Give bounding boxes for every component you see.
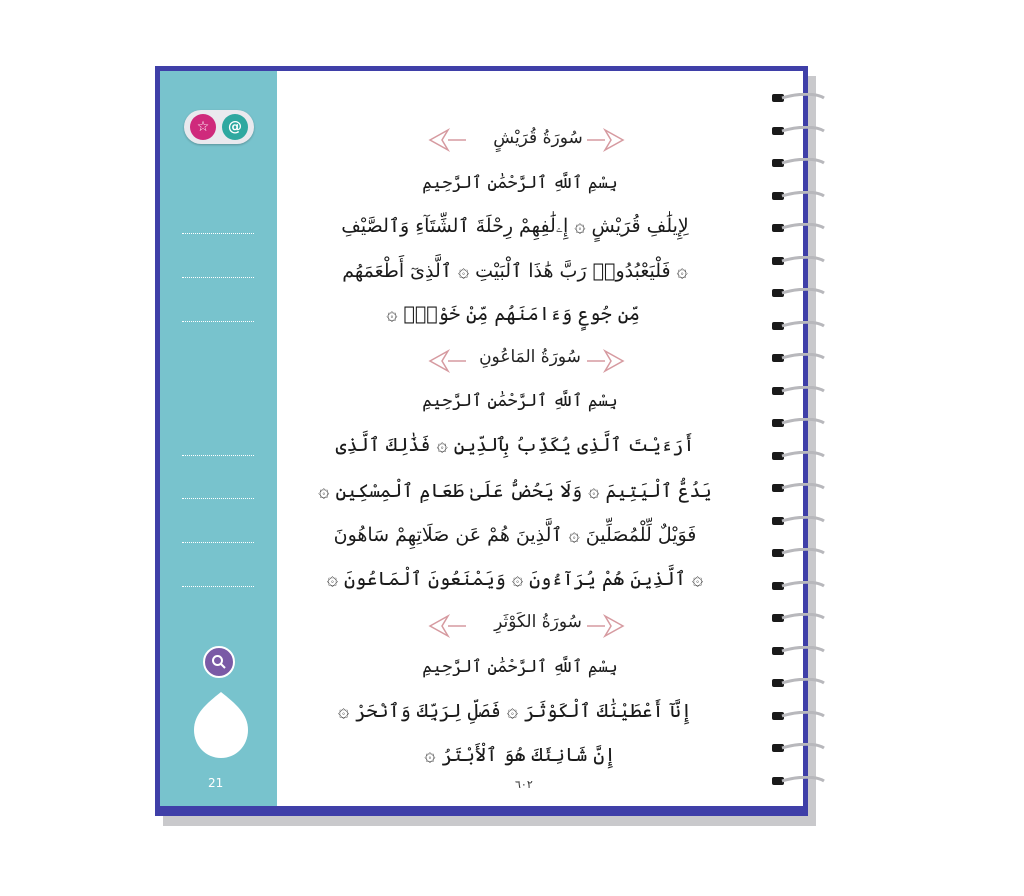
verse-line: إِنَّ شَانِئَكَ هُوَ ٱلْأَبْتَرُ ۞ xyxy=(424,744,616,766)
spiral-ring xyxy=(772,711,826,721)
note-line xyxy=(182,233,254,234)
spiral-ring xyxy=(772,158,826,168)
spiral-ring xyxy=(772,126,826,136)
verse-line: مِّن جُوعٍ وَءَامَنَهُم مِّنْ خَوْفٍۭ ۞ xyxy=(386,303,640,325)
verse-line: إِنَّآ أَعْطَيْنَٰكَ ٱلْكَوْثَرَ ۞ فَصَلِّ لِرَبِّكَ وَٱنْحَرْ ۞ xyxy=(338,700,692,722)
spiral-ring xyxy=(772,386,826,396)
verse-line: ۞ فَلْيَعْبُدُوا۟ رَبَّ هَٰذَا ٱلْبَيْتِ ۞ ٱلَّذِىٓ أَطْعَمَهُم xyxy=(342,260,688,282)
ornament-left-icon xyxy=(428,614,468,638)
spiral-ring xyxy=(772,516,826,526)
verse-line: لِإِيلَٰفِ قُرَيْشٍ ۞ إِۦلَٰفِهِمْ رِحْلَةَ ٱلشِّتَآءِ وَٱلصَّيْفِ xyxy=(341,215,689,237)
spiral-ring xyxy=(772,581,826,591)
spiral-ring xyxy=(772,223,826,233)
note-line xyxy=(182,455,254,456)
spiral-ring xyxy=(772,418,826,428)
spiral-ring xyxy=(772,743,826,753)
verse-line: يَدُعُّ ٱلْيَتِيمَ ۞ وَلَا يَحُضُّ عَلَىٰ طَعَامِ ٱلْمِسْكِينِ ۞ xyxy=(318,480,712,502)
verse-line: أَرَءَيْتَ ٱلَّذِى يُكَذِّبُ بِٱلدِّينِ ۞ فَذَٰلِكَ ٱلَّذِى xyxy=(335,434,695,456)
note-line xyxy=(182,321,254,322)
spiral-ring xyxy=(772,321,826,331)
note-line xyxy=(182,542,254,543)
ornament-right-icon xyxy=(585,614,625,638)
sura-title: سُورَةُ المَاعُونِ xyxy=(479,347,581,367)
tool-pill xyxy=(184,110,254,144)
spiral-ring xyxy=(772,451,826,461)
basmala: بِسْمِ ٱللَّهِ ٱلرَّحْمَٰنِ ٱلرَّحِيمِ xyxy=(422,173,618,193)
note-line xyxy=(182,586,254,587)
spiral-ring xyxy=(772,353,826,363)
spiral-ring xyxy=(772,191,826,201)
spiral-ring xyxy=(772,646,826,656)
basmala: بِسْمِ ٱللَّهِ ٱلرَّحْمَٰنِ ٱلرَّحِيمِ xyxy=(422,657,618,677)
spiral-ring xyxy=(772,613,826,623)
sidebar-page-number: 21 xyxy=(208,776,224,790)
sura-title: سُورَةُ قُرَيْشٍ xyxy=(493,128,583,148)
basmala: بِسْمِ ٱللَّهِ ٱلرَّحْمَٰنِ ٱلرَّحِيمِ xyxy=(422,391,618,411)
ornament-left-icon xyxy=(428,128,468,152)
ornament-right-icon xyxy=(585,128,625,152)
spiral-ring xyxy=(772,776,826,786)
spiral-ring xyxy=(772,548,826,558)
note-line xyxy=(182,277,254,278)
page-number: ٦٠٢ xyxy=(515,778,533,791)
sura-title: سُورَةُ الكَوْثَرِ xyxy=(494,612,582,632)
spiral-ring xyxy=(772,93,826,103)
verse-line: ۞ ٱلَّذِينَ هُمْ يُرَآءُونَ ۞ وَيَمْنَعُونَ ٱلْمَاعُونَ ۞ xyxy=(326,568,704,590)
ayah-marker-icon[interactable] xyxy=(192,690,250,760)
search-icon xyxy=(211,654,227,670)
verse-line: فَوَيْلٌ لِّلْمُصَلِّينَ ۞ ٱلَّذِينَ هُمْ عَن صَلَاتِهِمْ سَاهُونَ xyxy=(333,524,697,546)
spiral-ring xyxy=(772,256,826,266)
star-icon[interactable]: ☆ xyxy=(190,114,216,140)
search-button[interactable] xyxy=(203,646,235,678)
ornament-right-icon xyxy=(585,349,625,373)
at-icon[interactable]: @ xyxy=(222,114,248,140)
note-line xyxy=(182,498,254,499)
spiral-ring xyxy=(772,288,826,298)
spiral-ring xyxy=(772,678,826,688)
spiral-ring xyxy=(772,483,826,493)
ornament-left-icon xyxy=(428,349,468,373)
